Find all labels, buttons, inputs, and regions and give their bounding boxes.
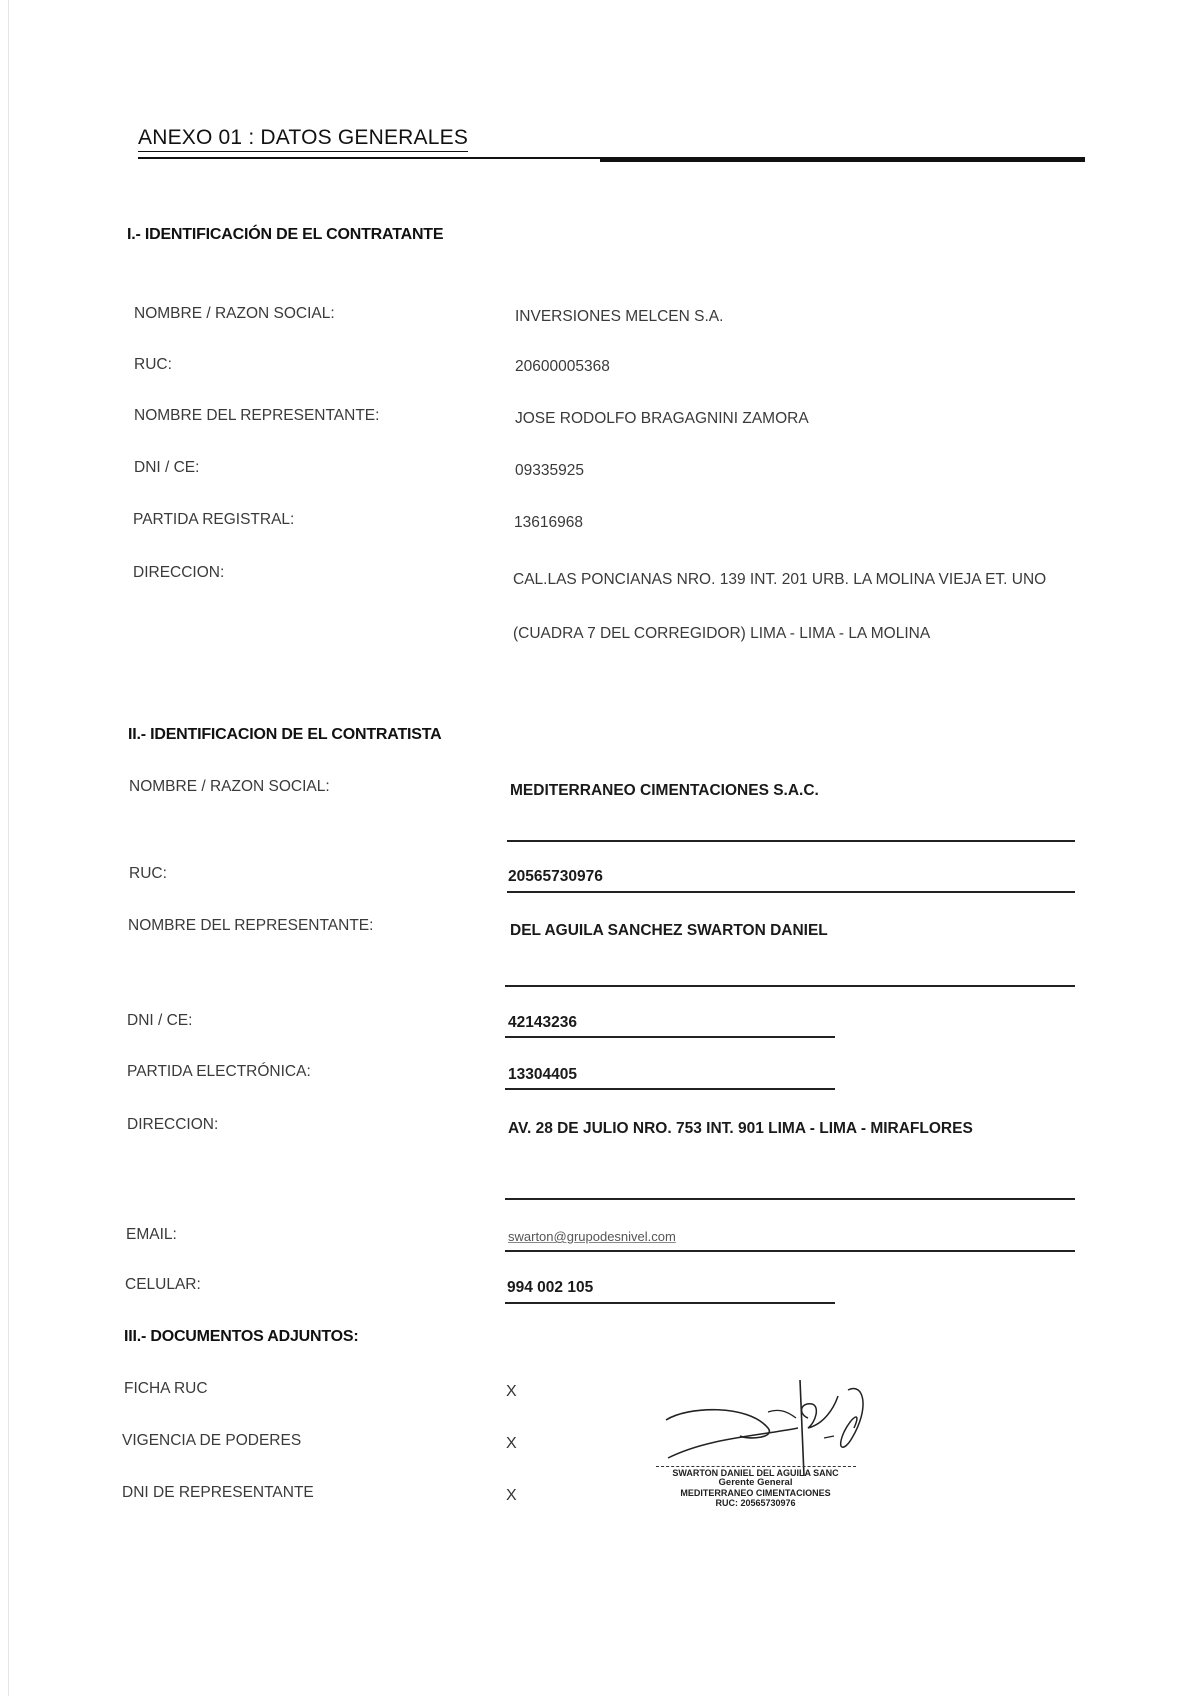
s3-item-ficha-label: FICHA RUC [124, 1380, 208, 1397]
document-title: ANEXO 01 : DATOS GENERALES [138, 126, 468, 152]
s3-item-dni-mark: X [506, 1487, 517, 1504]
s1-ruc-value: 20600005368 [515, 358, 610, 375]
s2-name-label: NOMBRE / RAZON SOCIAL: [129, 778, 330, 795]
title-rule-thick [600, 158, 1085, 162]
s1-dni-value: 09335925 [515, 462, 584, 479]
s2-partida-value: 13304405 [508, 1066, 577, 1083]
s2-ruc-label: RUC: [129, 865, 167, 882]
signature-icon [648, 1378, 868, 1478]
s2-rep-value: DEL AGUILA SANCHEZ SWARTON DANIEL [510, 922, 828, 939]
s2-ruc-value: 20565730976 [508, 868, 603, 885]
s2-rep-underline [505, 985, 1075, 987]
stamp-line-title: Gerente General [718, 1477, 793, 1488]
s3-item-vigencia-mark: X [506, 1435, 517, 1452]
s2-celular-value: 994 002 105 [507, 1279, 594, 1296]
s2-celular-label: CELULAR: [125, 1276, 201, 1293]
s3-item-vigencia-label: VIGENCIA DE PODERES [122, 1432, 302, 1449]
s1-partida-label: PARTIDA REGISTRAL: [133, 511, 295, 528]
s2-celular-underline [505, 1302, 835, 1304]
s2-name-underline [507, 840, 1075, 842]
s2-direccion-label: DIRECCION: [127, 1116, 219, 1133]
s1-direccion-value-line2: (CUADRA 7 DEL CORREGIDOR) LIMA - LIMA - LA MOLINA [513, 625, 931, 642]
s2-dni-label: DNI / CE: [127, 1012, 193, 1029]
s3-item-dni-label: DNI DE REPRESENTANTE [122, 1484, 314, 1501]
stamp-rule [656, 1466, 856, 1467]
s2-direccion-value: AV. 28 DE JULIO NRO. 753 INT. 901 LIMA - LIMA - MIRAFLORES [508, 1120, 973, 1137]
s1-direccion-label: DIRECCION: [133, 564, 225, 581]
section3-heading: III.- DOCUMENTOS ADJUNTOS: [124, 1328, 359, 1345]
s2-direccion-underline [505, 1198, 1075, 1200]
s1-dni-label: DNI / CE: [134, 459, 200, 476]
section1-heading: I.- IDENTIFICACIÓN DE EL CONTRATANTE [127, 226, 444, 243]
s1-direccion-value-line1: CAL.LAS PONCIANAS NRO. 139 INT. 201 URB. LA MOLINA VIEJA ET. UNO [513, 571, 1047, 588]
s3-item-ficha-mark: X [506, 1383, 517, 1400]
s1-rep-value: JOSE RODOLFO BRAGAGNINI ZAMORA [515, 410, 809, 427]
stamp-line-ruc: RUC: 20565730976 [715, 1498, 796, 1508]
company-stamp [648, 1468, 863, 1508]
stamp-line-name: SWARTON DANIEL DEL AGUILA SANC [672, 1468, 839, 1478]
s2-dni-underline [505, 1036, 835, 1038]
s2-rep-label: NOMBRE DEL REPRESENTANTE: [128, 917, 374, 934]
page-edge [8, 0, 9, 1696]
s2-partida-label: PARTIDA ELECTRÓNICA: [127, 1063, 311, 1080]
s2-email-underline [505, 1250, 1075, 1252]
s2-partida-underline [505, 1088, 835, 1090]
s2-dni-value: 42143236 [508, 1014, 577, 1031]
s1-rep-label: NOMBRE DEL REPRESENTANTE: [134, 407, 380, 424]
signature-block [648, 1378, 868, 1518]
s1-name-value: INVERSIONES MELCEN S.A. [515, 308, 724, 325]
section2-heading: II.- IDENTIFICACION DE EL CONTRATISTA [128, 726, 442, 743]
s2-ruc-underline [507, 891, 1075, 893]
s1-partida-value: 13616968 [514, 514, 583, 531]
stamp-line-company: MEDITERRANEO CIMENTACIONES [680, 1488, 831, 1498]
s1-name-label: NOMBRE / RAZON SOCIAL: [134, 305, 335, 322]
s2-email-value: swarton@grupodesnivel.com [508, 1229, 676, 1244]
s2-name-value: MEDITERRANEO CIMENTACIONES S.A.C. [510, 782, 819, 799]
s2-email-label: EMAIL: [126, 1226, 177, 1243]
s1-ruc-label: RUC: [134, 356, 172, 373]
